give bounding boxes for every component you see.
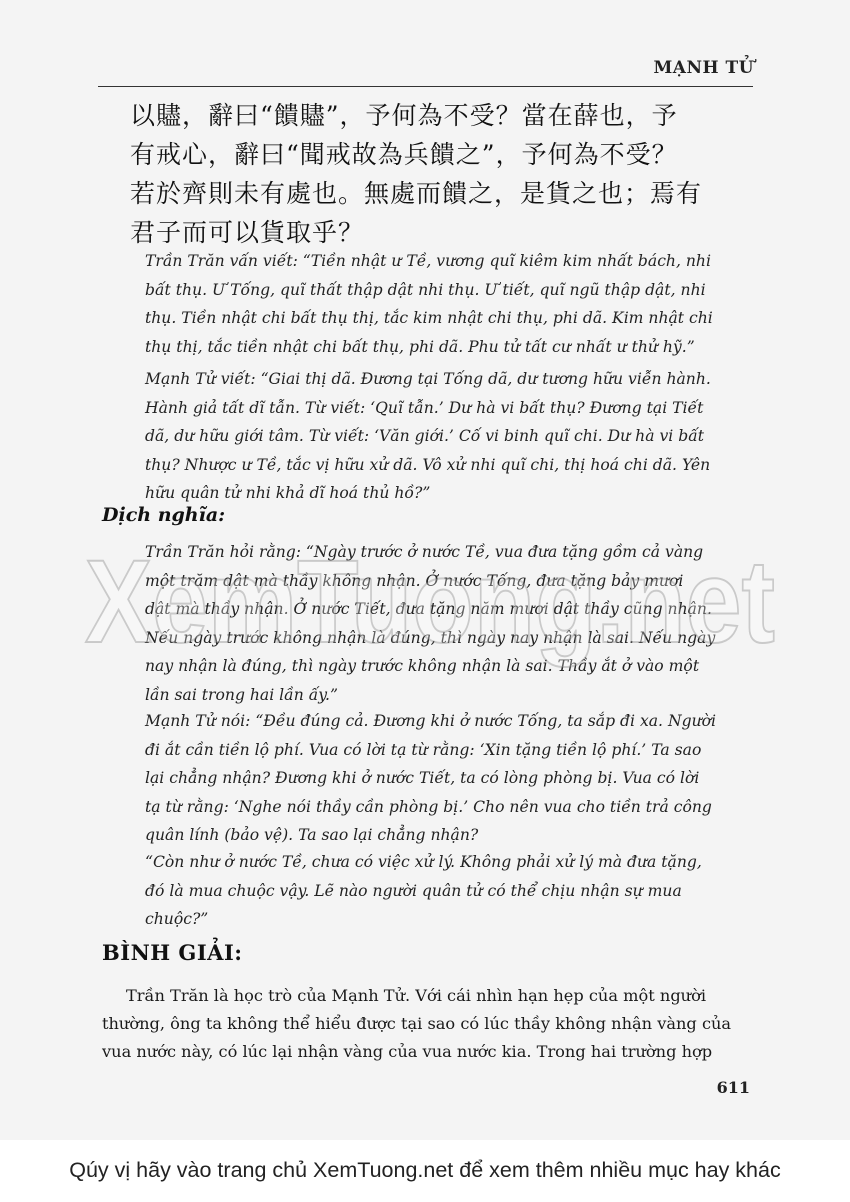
chinese-text-block (130, 96, 770, 252)
text-line: chuộc?” (145, 910, 209, 928)
watermark-text: XemTuong.net (85, 536, 775, 668)
text-line: thụ? Nhược ư Tề, tắc vị hữu xử dã. Vô xử nhi quĩ chi, thị hoá chi dã. Yên (145, 455, 711, 474)
text-line: lần sai trong hai lần ấy.” (145, 685, 338, 704)
text-line: Mạnh Tử viết: “Giai thị dã. Đương tại Tống dã, dư tương hữu viễn hành. (145, 370, 711, 388)
text-line: một trăm dật mà thầy không nhận. Ở nước Tống, đưa tặng bảy mươi (145, 571, 684, 590)
text-line: Trần Trăn hỏi rằng: “Ngày trước ở nước Tề, vua đưa tặng gồm cả vàng (145, 543, 704, 561)
text-line: thường, ông ta không thể hiểu được tại sao có lúc thầy không nhận vàng của (102, 1014, 732, 1033)
transliteration-paragraph-2 (145, 365, 755, 508)
chinese-line: 以贐，辭曰“饋贐”，予何為不受？當在薛也，予 (130, 101, 678, 130)
text-line: dã, dư hữu giới tâm. Từ viết: ‘Văn giới.’ Cố vi binh quĩ chi. Dư hà vi bất (145, 427, 705, 445)
translation-paragraph-2 (145, 707, 755, 850)
text-line: Trần Trăn vấn viết: “Tiền nhật ư Tề, vương quĩ kiêm kim nhất bách, nhi (145, 252, 711, 270)
chinese-line: 若於齊則未有處也。無處而饋之，是貨之也；焉有 (130, 179, 703, 208)
text-line: Trần Trăn là học trò của Mạnh Tử. Với cái nhìn hạn hẹp của một người (126, 986, 707, 1005)
translation-heading: Dịch nghĩa: (102, 504, 226, 526)
site-footer-banner: Qúy vị hãy vào trang chủ XemTuong.net để xem thêm nhiều mục hay khác (0, 1140, 850, 1202)
chinese-line: 君子而可以貨取乎？ (130, 218, 365, 247)
commentary-paragraph (102, 982, 762, 1066)
translation-paragraph-1 (145, 538, 755, 709)
text-line: Nếu ngày trước không nhận là đúng, thì ngày nay nhận là sai. Nếu ngày (145, 628, 716, 647)
chinese-line: 有戒心，辭曰“聞戒故為兵饋之”，予何為不受？ (130, 140, 678, 169)
text-line: Mạnh Tử nói: “Đều đúng cả. Đương khi ở nước Tống, ta sắp đi xa. Người (145, 712, 716, 730)
text-line: hữu quân tử nhi khả dĩ hoá thủ hồ?” (145, 484, 431, 502)
text-line: nay nhận là đúng, thì ngày trước không nhận là sai. Thầy ắt ở vào một (145, 657, 700, 675)
text-line: Hành giả tất dĩ tẫn. Từ viết: ‘Quĩ tẫn.’ Dư hà vi bất thụ? Đương tại Tiết (145, 398, 704, 417)
text-line: tạ từ rằng: ‘Nghe nói thầy cần phòng bị.’ Cho nên vua cho tiền trả công (145, 797, 712, 816)
text-line: quân lính (bảo vệ). Ta sao lại chẳng nhận? (145, 826, 479, 844)
text-line: bất thụ. Ư Tống, quĩ thất thập dật nhi thụ. Ư tiết, quĩ ngũ thập dật, nhi (145, 280, 706, 299)
text-line: vua nước này, có lúc lại nhận vàng của vua nước kia. Trong hai trường hợp (102, 1042, 713, 1061)
commentary-heading: BÌNH GIẢI: (102, 940, 243, 965)
running-title: MẠNH TỬ (653, 58, 754, 78)
header-rule (98, 86, 753, 87)
text-line: thụ thị, tắc tiền nhật chi bất thụ, phi dã. Phu tử tất cư nhất ư thử hỹ.” (145, 337, 695, 356)
text-line: đó là mua chuộc vậy. Lẽ nào người quân tử có thể chịu nhận sự mua (145, 881, 682, 900)
page-number: 611 (716, 1078, 750, 1097)
text-line: thụ. Tiền nhật chi bất thụ thị, tắc kim nhật chi thụ, phi dã. Kim nhật chi (145, 309, 713, 327)
text-line: dật mà thầy nhận. Ở nước Tiết, đưa tặng năm mươi dật thầy cũng nhận. (145, 600, 712, 618)
text-line: đi ắt cần tiền lộ phí. Vua có lời tạ từ rằng: ‘Xin tặng tiền lộ phí.’ Ta sao (145, 740, 702, 759)
text-line: lại chẳng nhận? Đương khi ở nước Tiết, ta có lòng phòng bị. Vua có lời (145, 769, 700, 787)
translation-paragraph-3 (145, 848, 755, 934)
text-line: “Còn như ở nước Tề, chưa có việc xử lý. Không phải xử lý mà đưa tặng, (145, 853, 702, 871)
transliteration-paragraph-1 (145, 247, 755, 361)
